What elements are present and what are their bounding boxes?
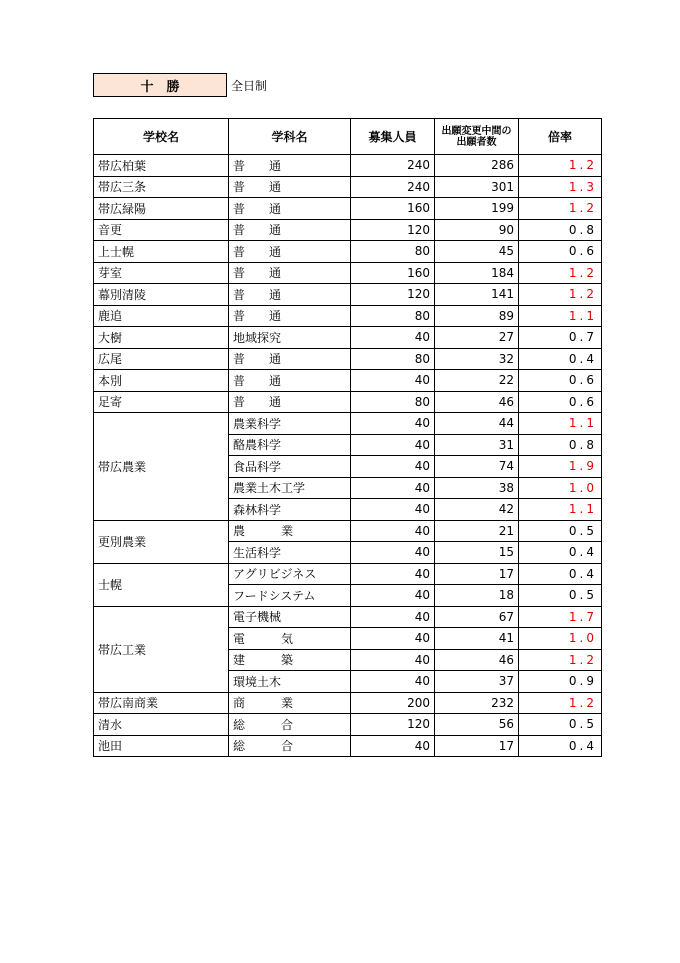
header-capacity: 募集人員 [351, 119, 435, 155]
school-name-cell: 帯広南商業 [94, 692, 229, 714]
ratio-cell: 0.5 [519, 520, 602, 542]
ratio-cell: 1.2 [519, 262, 602, 284]
applicants-cell: 38 [435, 477, 519, 499]
dept-name-cell: 普 通 [229, 262, 351, 284]
applicants-cell: 89 [435, 305, 519, 327]
table-row [94, 520, 602, 542]
table-row [94, 563, 602, 585]
table-row [94, 305, 602, 327]
ratio-cell: 0.6 [519, 370, 602, 392]
school-name-cell: 芽室 [94, 262, 229, 284]
capacity-cell: 40 [351, 649, 435, 671]
ratio-cell: 1.2 [519, 284, 602, 306]
capacity-cell: 160 [351, 262, 435, 284]
applicants-cell: 18 [435, 585, 519, 607]
dept-name-cell: 森林科学 [229, 499, 351, 521]
dept-name-cell: 普 通 [229, 155, 351, 177]
ratio-cell: 0.6 [519, 241, 602, 263]
applicants-cell: 46 [435, 391, 519, 413]
table-row [94, 348, 602, 370]
table-row [94, 714, 602, 736]
school-name-cell: 帯広三条 [94, 176, 229, 198]
header-school: 学校名 [94, 119, 229, 155]
applicants-cell: 15 [435, 542, 519, 564]
capacity-cell: 200 [351, 692, 435, 714]
table-row [94, 219, 602, 241]
applicants-cell: 301 [435, 176, 519, 198]
applicants-cell: 42 [435, 499, 519, 521]
ratio-cell: 1.7 [519, 606, 602, 628]
school-name-cell: 更別農業 [94, 520, 229, 563]
dept-name-cell: 総 合 [229, 714, 351, 736]
applicants-cell: 46 [435, 649, 519, 671]
ratio-cell: 0.6 [519, 391, 602, 413]
ratio-cell: 0.9 [519, 671, 602, 693]
applicants-cell: 31 [435, 434, 519, 456]
school-name-cell: 帯広工業 [94, 606, 229, 692]
applicants-cell: 45 [435, 241, 519, 263]
applicants-cell: 41 [435, 628, 519, 650]
school-name-cell: 士幌 [94, 563, 229, 606]
capacity-cell: 120 [351, 219, 435, 241]
capacity-cell: 40 [351, 542, 435, 564]
applicants-cell: 232 [435, 692, 519, 714]
capacity-cell: 40 [351, 735, 435, 757]
dept-name-cell: アグリビジネス [229, 563, 351, 585]
school-name-cell: 大樹 [94, 327, 229, 349]
ratio-cell: 1.1 [519, 305, 602, 327]
capacity-cell: 40 [351, 434, 435, 456]
ratio-cell: 0.4 [519, 563, 602, 585]
table-row [94, 370, 602, 392]
applicants-cell: 17 [435, 735, 519, 757]
ratio-cell: 0.4 [519, 542, 602, 564]
header-dept: 学科名 [229, 119, 351, 155]
header-applicants-line1: 出願変更中間の [441, 125, 512, 137]
ratio-cell: 0.8 [519, 434, 602, 456]
dept-name-cell: 電子機械 [229, 606, 351, 628]
ratio-cell: 1.0 [519, 628, 602, 650]
ratio-cell: 0.4 [519, 348, 602, 370]
header-applicants [435, 119, 519, 155]
applicants-cell: 67 [435, 606, 519, 628]
capacity-cell: 40 [351, 499, 435, 521]
ratio-cell: 0.5 [519, 714, 602, 736]
dept-name-cell: 電 気 [229, 628, 351, 650]
applicants-cell: 74 [435, 456, 519, 478]
header-applicants-line2: 出願者数 [456, 136, 497, 148]
capacity-cell: 40 [351, 477, 435, 499]
ratio-cell: 1.1 [519, 413, 602, 435]
applicants-cell: 22 [435, 370, 519, 392]
school-name-cell: 池田 [94, 735, 229, 757]
table-row [94, 391, 602, 413]
capacity-cell: 40 [351, 606, 435, 628]
capacity-cell: 80 [351, 305, 435, 327]
capacity-cell: 40 [351, 370, 435, 392]
dept-name-cell: 食品科学 [229, 456, 351, 478]
applicants-cell: 90 [435, 219, 519, 241]
applicants-cell: 32 [435, 348, 519, 370]
applicants-cell: 17 [435, 563, 519, 585]
table-row [94, 284, 602, 306]
capacity-cell: 240 [351, 176, 435, 198]
table-row [94, 176, 602, 198]
dept-name-cell: 環境土木 [229, 671, 351, 693]
dept-name-cell: 農業科学 [229, 413, 351, 435]
ratio-cell: 0.4 [519, 735, 602, 757]
table-row [94, 262, 602, 284]
applicants-cell: 184 [435, 262, 519, 284]
ratio-cell: 1.3 [519, 176, 602, 198]
ratio-cell: 1.2 [519, 198, 602, 220]
school-name-cell: 音更 [94, 219, 229, 241]
dept-name-cell: 商 業 [229, 692, 351, 714]
dept-name-cell: 普 通 [229, 284, 351, 306]
capacity-cell: 40 [351, 628, 435, 650]
table-row [94, 692, 602, 714]
capacity-cell: 240 [351, 155, 435, 177]
capacity-cell: 80 [351, 241, 435, 263]
capacity-cell: 40 [351, 563, 435, 585]
capacity-cell: 40 [351, 520, 435, 542]
capacity-cell: 40 [351, 456, 435, 478]
dept-name-cell: 普 通 [229, 198, 351, 220]
dept-name-cell: 総 合 [229, 735, 351, 757]
school-name-cell: 本別 [94, 370, 229, 392]
applicant-table [93, 118, 602, 757]
ratio-cell: 1.2 [519, 692, 602, 714]
school-name-cell: 幕別清陵 [94, 284, 229, 306]
school-name-cell: 帯広緑陽 [94, 198, 229, 220]
dept-name-cell: 農業土木工学 [229, 477, 351, 499]
dept-name-cell: 酪農科学 [229, 434, 351, 456]
school-name-cell: 足寄 [94, 391, 229, 413]
school-name-cell: 鹿追 [94, 305, 229, 327]
ratio-cell: 1.0 [519, 477, 602, 499]
applicants-cell: 141 [435, 284, 519, 306]
dept-name-cell: 普 通 [229, 370, 351, 392]
table-body [94, 155, 602, 757]
region-name: 十 勝 [140, 79, 180, 95]
ratio-cell: 0.7 [519, 327, 602, 349]
applicants-cell: 199 [435, 198, 519, 220]
header-ratio: 倍率 [519, 119, 602, 155]
table-row [94, 735, 602, 757]
dept-name-cell: 生活科学 [229, 542, 351, 564]
table-row [94, 155, 602, 177]
region-name-box [93, 73, 227, 97]
school-name-cell: 帯広農業 [94, 413, 229, 521]
capacity-cell: 40 [351, 413, 435, 435]
ratio-cell: 1.2 [519, 649, 602, 671]
school-name-cell: 上士幌 [94, 241, 229, 263]
capacity-cell: 120 [351, 284, 435, 306]
dept-name-cell: 普 通 [229, 305, 351, 327]
dept-name-cell: 普 通 [229, 348, 351, 370]
applicants-cell: 21 [435, 520, 519, 542]
capacity-cell: 80 [351, 348, 435, 370]
capacity-cell: 160 [351, 198, 435, 220]
dept-name-cell: 普 通 [229, 391, 351, 413]
dept-name-cell: 地域探究 [229, 327, 351, 349]
capacity-cell: 40 [351, 327, 435, 349]
school-name-cell: 帯広柏葉 [94, 155, 229, 177]
capacity-cell: 120 [351, 714, 435, 736]
school-name-cell: 清水 [94, 714, 229, 736]
capacity-cell: 40 [351, 671, 435, 693]
dept-name-cell: 農 業 [229, 520, 351, 542]
applicants-cell: 44 [435, 413, 519, 435]
dept-name-cell: 普 通 [229, 176, 351, 198]
capacity-cell: 40 [351, 585, 435, 607]
table-row [94, 413, 602, 435]
dept-name-cell: 建 築 [229, 649, 351, 671]
ratio-cell: 1.9 [519, 456, 602, 478]
enrollment-type: 全日制 [231, 79, 268, 93]
dept-name-cell: 普 通 [229, 219, 351, 241]
ratio-cell: 0.8 [519, 219, 602, 241]
dept-name-cell: フードシステム [229, 585, 351, 607]
applicants-cell: 286 [435, 155, 519, 177]
applicants-cell: 56 [435, 714, 519, 736]
dept-name-cell: 普 通 [229, 241, 351, 263]
capacity-cell: 80 [351, 391, 435, 413]
applicants-cell: 27 [435, 327, 519, 349]
ratio-cell: 1.1 [519, 499, 602, 521]
table-row [94, 606, 602, 628]
school-name-cell: 広尾 [94, 348, 229, 370]
ratio-cell: 0.5 [519, 585, 602, 607]
applicants-cell: 37 [435, 671, 519, 693]
table-header-row [94, 119, 602, 155]
ratio-cell: 1.2 [519, 155, 602, 177]
table-row [94, 198, 602, 220]
table-row [94, 327, 602, 349]
table-row [94, 241, 602, 263]
